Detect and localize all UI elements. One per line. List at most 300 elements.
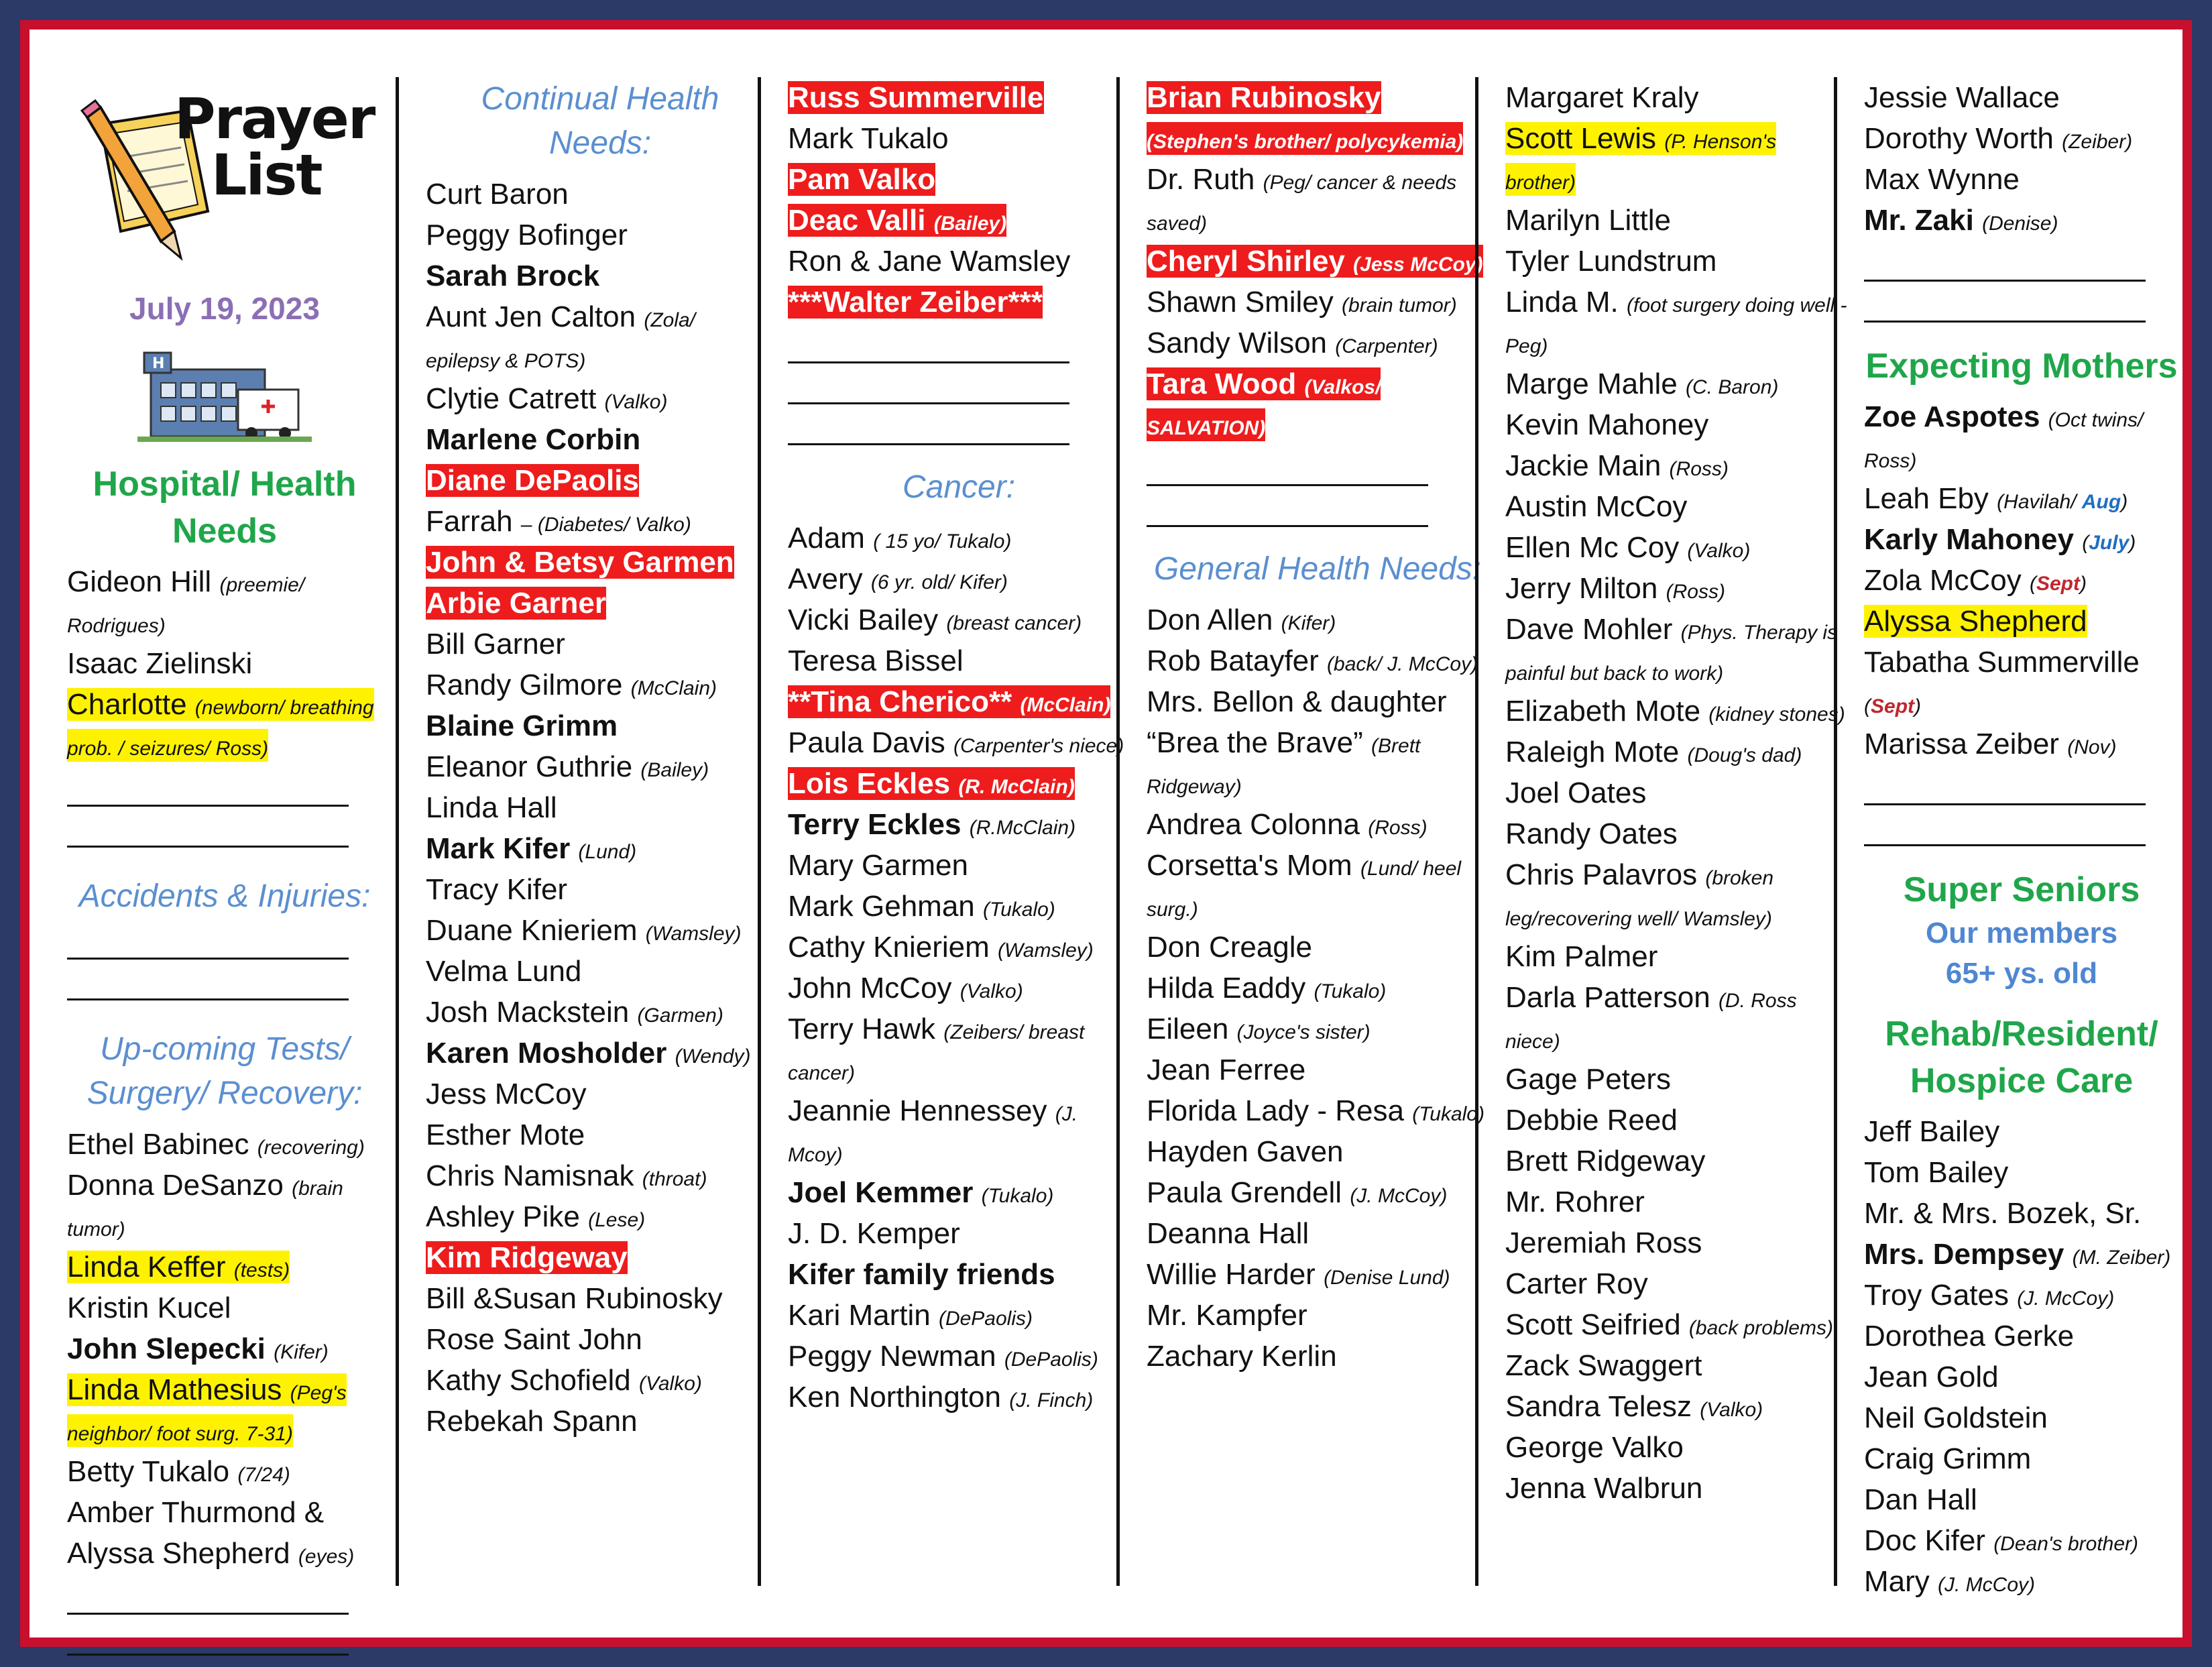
list-item	[67, 643, 382, 684]
entry-text	[426, 1200, 645, 1233]
list-item	[788, 1336, 1130, 1377]
list-item	[1864, 1397, 2179, 1438]
entry-note: (preemie/ Rodrigues)	[67, 574, 305, 637]
entry-text	[1505, 122, 1776, 196]
col4-top-list	[1147, 77, 1489, 445]
entry-note: (Valko)	[1687, 540, 1751, 562]
entry-name: Diane DePaolis	[426, 464, 639, 497]
list-item	[426, 910, 774, 951]
entry-text	[1864, 564, 2087, 597]
entry-name: Pam Valko	[788, 163, 936, 196]
entry-name: Linda Keffer	[67, 1251, 226, 1283]
entry-note: (Wamsley)	[998, 939, 1094, 962]
entry-name: Florida Lady - Resa	[1147, 1094, 1404, 1127]
list-item	[1505, 527, 1847, 568]
entry-name: Bill &Susan Rubinosky	[426, 1282, 723, 1315]
entry-text	[67, 565, 304, 639]
entry-name: Chris Namisnak	[426, 1159, 634, 1192]
tests-heading: Up-coming Tests/ Surgery/ Recovery:	[86, 1031, 363, 1111]
entry-note: (J. McCoy)	[1938, 1574, 2036, 1596]
list-item	[1505, 404, 1847, 445]
list-item	[1864, 724, 2179, 764]
entry-name: Mrs. Bellon & daughter	[1147, 685, 1447, 718]
entry-text	[67, 1496, 324, 1529]
list-item	[788, 1254, 1130, 1295]
entry-name: Chris Palavros	[1505, 858, 1698, 891]
blank-line	[1147, 457, 1428, 486]
list-item	[426, 1196, 774, 1237]
accidents-heading: Accidents & Injuries:	[78, 878, 371, 914]
entry-text	[1505, 1186, 1645, 1218]
entry-text	[426, 464, 639, 497]
blank-line	[1864, 253, 2146, 282]
general-list	[1147, 599, 1489, 1377]
list-item	[788, 763, 1130, 804]
entry-text	[426, 505, 691, 538]
entry-name: Ron & Jane Wamsley	[788, 245, 1071, 278]
entry-name: **Tina Cherico**	[788, 685, 1012, 718]
entry-note: ( 15 yo/ Tukalo)	[873, 530, 1012, 553]
entry-text	[426, 1037, 750, 1070]
entry-note: (Valko)	[604, 391, 668, 413]
entry-note: (Joyce's sister)	[1236, 1021, 1371, 1043]
list-item	[426, 787, 774, 828]
entry-text	[788, 81, 1044, 114]
blank-line	[788, 376, 1069, 404]
entry-note: (Zeiber)	[2062, 131, 2133, 153]
list-item	[1147, 927, 1489, 968]
entry-text	[1505, 695, 1845, 728]
col3-top-list	[788, 77, 1130, 323]
entry-text	[788, 1176, 1053, 1209]
rehab-heading: Rehab/Resident/ Hospice Care	[1885, 1015, 2158, 1100]
list-item	[67, 1247, 382, 1287]
entry-note: – (Diabetes/ Valko)	[520, 514, 691, 536]
entry-note: (Wendy)	[675, 1045, 751, 1068]
list-item	[426, 828, 774, 869]
entry-text	[426, 750, 709, 783]
entry-name: Cheryl Shirley	[1147, 245, 1345, 278]
entry-text	[426, 1118, 585, 1151]
entry-text	[1505, 490, 1687, 523]
entry-name: Kim Palmer	[1505, 940, 1658, 973]
entry-text	[1864, 400, 2143, 474]
entry-text	[1147, 1013, 1371, 1045]
list-item	[788, 1377, 1130, 1418]
entry-text	[1864, 1361, 1999, 1393]
list-item	[426, 419, 774, 460]
list-item	[788, 1213, 1130, 1254]
entry-note: (C. Baron)	[1686, 376, 1779, 398]
seniors-sub1: Our members	[1925, 917, 2118, 950]
entry-text	[1864, 482, 2128, 515]
entry-note: (J. Mcoy)	[788, 1103, 1078, 1166]
entry-name: Brett Ridgeway	[1505, 1145, 1706, 1177]
entry-text	[426, 423, 640, 456]
list-item	[1864, 1275, 2179, 1316]
entry-name: Paula Davis	[788, 726, 945, 759]
list-item	[426, 1114, 774, 1155]
entry-text	[67, 1537, 354, 1570]
blank-line	[67, 1586, 349, 1615]
entry-text	[1505, 286, 1847, 359]
entry-name: Mark Tukalo	[788, 122, 949, 155]
entry-text	[1505, 531, 1750, 564]
entry-name: J. D. Kemper	[788, 1217, 960, 1250]
entry-name: Sandy Wilson	[1147, 327, 1328, 359]
due-month-tag: Sept	[1871, 695, 1915, 717]
entry-name: Eleanor Guthrie	[426, 750, 633, 783]
column-5	[1475, 77, 1847, 1586]
list-item	[1505, 732, 1847, 772]
entry-name: Dorothea Gerke	[1864, 1320, 2075, 1353]
entry-note: (M. Zeiber)	[2072, 1247, 2171, 1269]
entry-note: (brain tumor)	[67, 1177, 343, 1241]
entry-text	[788, 1299, 1033, 1332]
entry-note: (J. McCoy)	[1350, 1185, 1448, 1207]
entry-name: Scott Seifried	[1505, 1308, 1681, 1341]
entry-text	[1147, 245, 1483, 278]
entry-name: Aunt Jen Calton	[426, 300, 636, 333]
entry-name: Marge Mahle	[1505, 367, 1678, 400]
entry-note: (Peg's neighbor/ foot surg. 7-31)	[67, 1382, 347, 1445]
entry-text	[1147, 603, 1336, 636]
due-month-tag: Sept	[2036, 573, 2080, 595]
entry-text	[1864, 204, 2058, 237]
entry-note: (Bailey)	[933, 213, 1007, 235]
entry-name: Betty Tukalo	[67, 1455, 230, 1488]
column-6	[1834, 77, 2179, 1598]
entry-name: Ellen Mc Coy	[1505, 531, 1680, 564]
entry-text	[788, 767, 1075, 800]
entry-text	[1864, 1483, 1977, 1516]
entry-text	[426, 219, 628, 251]
entry-text	[1505, 245, 1716, 278]
expecting-heading: Expecting Mothers	[1865, 347, 2178, 386]
entry-name: Dan Hall	[1864, 1483, 1977, 1516]
entry-text	[67, 1169, 343, 1243]
entry-name: Linda Mathesius	[67, 1373, 282, 1406]
entry-text	[426, 791, 557, 824]
list-item	[426, 583, 774, 624]
entry-note: (Doug's dad)	[1687, 744, 1802, 766]
entry-name: Shawn Smiley	[1147, 286, 1334, 319]
entry-note: (R. McClain)	[958, 776, 1075, 798]
entry-note: (Peg/ cancer & needs saved)	[1147, 172, 1457, 235]
entry-name: Rob Batayfer	[1147, 644, 1319, 677]
entry-text	[1864, 523, 2136, 556]
entry-text	[426, 669, 717, 701]
entry-note: (Kifer)	[274, 1341, 329, 1363]
entry-name: Ashley Pike	[426, 1200, 580, 1233]
entry-note: (newborn/ breathing prob. / seizures/ Ross)	[67, 697, 374, 760]
entry-text	[1147, 163, 1456, 237]
entry-note: (Denise Lund)	[1324, 1267, 1450, 1289]
entry-text	[1505, 1349, 1702, 1382]
logo-text	[174, 86, 375, 208]
blank-line	[67, 819, 349, 848]
list-item	[1147, 1213, 1489, 1254]
entry-name: Kari Martin	[788, 1299, 931, 1332]
list-item	[1505, 445, 1847, 486]
entry-name: Adam	[788, 522, 865, 555]
entry-text	[426, 382, 667, 415]
entry-name: Zola McCoy	[1864, 564, 2022, 597]
entry-name: Bill Garner	[426, 628, 565, 660]
list-item	[1505, 1059, 1847, 1100]
list-item	[1864, 1561, 2179, 1602]
list-item	[426, 255, 774, 296]
entry-name: Blaine Grimm	[426, 709, 618, 742]
entry-note: (Lund)	[578, 841, 637, 863]
entry-text	[426, 873, 567, 906]
entry-note: (Carpenter)	[1335, 335, 1438, 357]
list-item	[788, 681, 1130, 722]
entry-text	[1147, 1094, 1485, 1127]
entry-name: Linda Hall	[426, 791, 557, 824]
entry-name: Kifer family friends	[788, 1258, 1055, 1291]
list-item	[1864, 159, 2179, 200]
entry-note: (breast cancer)	[946, 612, 1082, 634]
entry-note: (McClain)	[1020, 694, 1111, 716]
entry-text	[1864, 1238, 2170, 1271]
entry-note-close: )	[2121, 491, 2128, 513]
entry-text	[788, 972, 1023, 1004]
list-item	[1505, 1304, 1847, 1345]
due-month-tag: Aug	[2081, 491, 2121, 513]
list-item	[1864, 1193, 2179, 1234]
column-2	[396, 77, 774, 1586]
entry-text	[788, 603, 1082, 636]
col6-top-list	[1864, 77, 2179, 241]
entry-note: (Ross)	[1368, 817, 1428, 839]
entry-text	[788, 808, 1075, 841]
list-item	[1864, 77, 2179, 118]
entry-text	[788, 1217, 960, 1250]
entry-name: John & Betsy Garmen	[426, 546, 734, 579]
entry-name: Jeff Bailey	[1864, 1115, 2000, 1148]
entry-name: Duane Knieriem	[426, 914, 638, 947]
entry-name: Don Allen	[1147, 603, 1273, 636]
column-1	[67, 77, 382, 1586]
list-item	[426, 460, 774, 501]
entry-note: (Denise)	[1982, 213, 2058, 235]
entry-text	[1505, 1472, 1702, 1505]
list-item	[1147, 804, 1489, 845]
list-item	[426, 1033, 774, 1074]
entry-text	[1505, 777, 1646, 809]
entry-text	[426, 914, 742, 947]
list-item	[1505, 1263, 1847, 1304]
blank-line	[1864, 777, 2146, 805]
list-item	[1864, 200, 2179, 241]
entry-name: Elizabeth Mote	[1505, 695, 1701, 728]
entry-name: Darla Patterson	[1505, 981, 1710, 1014]
entry-name: Zachary Kerlin	[1147, 1340, 1337, 1373]
list-item	[788, 518, 1130, 559]
entry-text	[1505, 81, 1699, 114]
entry-name: Cathy Knieriem	[788, 931, 990, 964]
entry-note: (foot surgery doing well - Peg)	[1505, 294, 1847, 357]
list-item	[1505, 1468, 1847, 1509]
list-item	[1147, 323, 1489, 363]
entry-text	[67, 1251, 290, 1283]
entry-note: (J. Finch)	[1009, 1389, 1094, 1412]
entry-text	[1864, 122, 2132, 155]
entry-name: Marissa Zeiber	[1864, 728, 2059, 760]
entry-name: Lois Eckles	[788, 767, 951, 800]
entry-name: “Brea the Brave”	[1147, 726, 1363, 759]
entry-note: (Zola/ epilepsy & POTS)	[426, 309, 696, 372]
continual-heading: Continual Health Needs:	[481, 81, 719, 161]
entry-text	[426, 1405, 638, 1438]
entry-note: (Valkos/ SALVATION)	[1147, 376, 1381, 439]
entry-note: (R.McClain)	[969, 817, 1076, 839]
entry-text	[788, 1340, 1098, 1373]
entry-name: Esther Mote	[426, 1118, 585, 1151]
entry-text	[1147, 644, 1478, 677]
entry-text	[1864, 1115, 1999, 1148]
entry-name: Sandra Telesz	[1505, 1390, 1692, 1423]
entry-note: (brain tumor)	[1342, 294, 1457, 317]
entry-name: Paula Grendell	[1147, 1176, 1342, 1209]
entry-text	[1147, 81, 1463, 155]
entry-name: Mark Kifer	[426, 832, 571, 865]
list-item	[1147, 722, 1489, 804]
entry-text	[1505, 1104, 1678, 1137]
list-item	[1505, 936, 1847, 977]
list-item	[1864, 1520, 2179, 1561]
entry-text	[426, 628, 565, 660]
entry-text	[1147, 1340, 1337, 1373]
entry-text	[1864, 81, 2060, 114]
blank-line	[1147, 498, 1428, 527]
entry-name: Doc Kifer	[1864, 1524, 1985, 1557]
entry-name: John Slepecki	[67, 1332, 266, 1365]
entry-note: (Valko)	[959, 980, 1023, 1002]
entry-name: Jenna Walbrun	[1505, 1472, 1703, 1505]
entry-text	[426, 1241, 628, 1274]
entry-note: (DePaolis)	[1004, 1348, 1098, 1371]
list-item	[426, 378, 774, 419]
list-item	[788, 241, 1130, 282]
entry-text	[1864, 163, 2020, 196]
entry-text	[67, 1332, 329, 1365]
entry-name: Neil Goldstein	[1864, 1401, 2048, 1434]
entry-name: Raleigh Mote	[1505, 736, 1680, 768]
entry-note: (	[2082, 532, 2089, 554]
list-item	[426, 215, 774, 255]
list-item	[426, 1319, 774, 1360]
list-item	[1147, 845, 1489, 927]
entry-text	[67, 688, 374, 762]
entry-name: Mr. Zaki	[1864, 204, 1974, 237]
entry-text	[1147, 1217, 1309, 1250]
entry-name: Mr. Kampfer	[1147, 1299, 1307, 1332]
entry-text	[788, 726, 1124, 759]
entry-name: Scott Lewis	[1505, 122, 1656, 155]
entry-name: Rose Saint John	[426, 1323, 642, 1356]
list-item	[1505, 1222, 1847, 1263]
entry-text	[788, 286, 1043, 319]
entry-name: Troy Gates	[1864, 1279, 2009, 1312]
entry-note: (	[1864, 695, 1871, 717]
list-item	[426, 624, 774, 665]
seniors-sub2: 65+ ys. old	[1945, 957, 2098, 990]
entry-text	[788, 890, 1055, 923]
blank-line	[67, 931, 349, 960]
list-item	[1864, 519, 2179, 560]
blank-line	[67, 778, 349, 807]
list-item	[788, 559, 1130, 599]
entry-name: Jackie Main	[1505, 449, 1662, 482]
entry-text	[67, 1455, 290, 1488]
list-date: July 19, 2023	[129, 291, 320, 326]
entry-name: Marlene Corbin	[426, 423, 641, 456]
list-item	[67, 1492, 382, 1533]
entry-note: (Valko)	[638, 1373, 702, 1395]
entry-text	[1147, 367, 1381, 441]
list-item	[1147, 681, 1489, 722]
list-item	[67, 1328, 382, 1369]
entry-name: Farrah	[426, 505, 513, 538]
entry-text	[788, 1013, 1084, 1086]
entry-note: (Tukalo)	[981, 1185, 1054, 1207]
list-item	[1864, 1438, 2179, 1479]
entry-note: (back/ J. McCoy)	[1327, 653, 1478, 675]
entry-note: (Tukalo)	[1314, 980, 1387, 1002]
hospital-icon	[67, 343, 382, 454]
list-item	[67, 1533, 382, 1574]
list-item	[1505, 1141, 1847, 1182]
list-item	[1505, 77, 1847, 118]
list-item	[788, 845, 1130, 886]
entry-name: Mary Garmen	[788, 849, 968, 882]
entry-text	[1864, 1197, 2141, 1230]
entry-text	[426, 546, 734, 579]
entry-note: (P. Henson's brother)	[1505, 131, 1777, 194]
list-item	[1864, 601, 2179, 642]
entry-note: (McClain)	[630, 677, 717, 699]
entry-text	[1505, 613, 1837, 687]
list-item	[1505, 772, 1847, 813]
entry-note: (Phys. Therapy is painful but back to work)	[1505, 622, 1838, 685]
continual-list	[426, 174, 774, 1442]
entry-name: Mr. Rohrer	[1505, 1186, 1645, 1218]
blank-line	[1864, 294, 2146, 323]
entry-text	[1505, 1063, 1671, 1096]
list-item	[67, 684, 382, 766]
entry-name: Linda M.	[1505, 286, 1619, 319]
entry-name: Hayden Gaven	[1147, 1135, 1344, 1168]
entry-text	[788, 1094, 1078, 1168]
entry-text	[1505, 1390, 1763, 1423]
entry-text	[426, 709, 618, 742]
list-item	[426, 705, 774, 746]
entry-name: Corsetta's Mom	[1147, 849, 1352, 882]
list-item	[788, 200, 1130, 241]
list-item	[1147, 1172, 1489, 1213]
entry-text	[1505, 1308, 1833, 1341]
entry-note: (	[2029, 573, 2036, 595]
entry-text	[1505, 408, 1708, 441]
entry-name: Arbie Garner	[426, 587, 606, 620]
list-item	[1505, 568, 1847, 609]
entry-name: Josh Mackstein	[426, 996, 630, 1029]
entry-name: Karen Mosholder	[426, 1037, 667, 1070]
entry-name: Leah Eby	[1864, 482, 1989, 515]
prayer-list-page	[47, 47, 2178, 1621]
